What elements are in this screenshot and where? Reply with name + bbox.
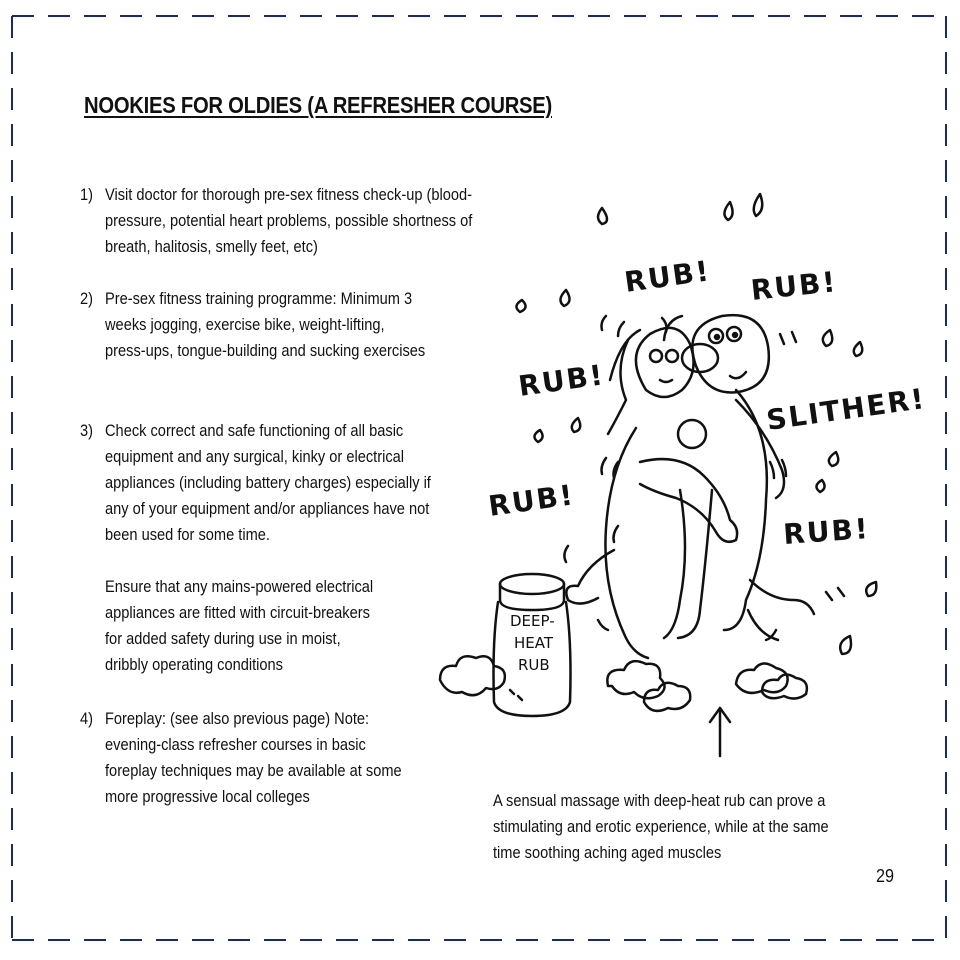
sfx-rub: RUB! <box>749 265 839 307</box>
sfx-rub: RUB! <box>516 358 607 403</box>
sfx-rub: RUB! <box>486 478 577 523</box>
massage-cartoon <box>430 190 928 770</box>
step-number: 4) <box>80 709 94 728</box>
step-text: Visit doctor for thorough pre-sex fitness check-up (blood-pressure, potential heart problems, possible shortness of breath, halitosis, smelly feet, etc) <box>105 185 473 256</box>
step-number: 3) <box>80 421 94 440</box>
man-figure <box>678 315 814 640</box>
jar-label-line: HEAT <box>514 634 554 652</box>
jar-label <box>510 612 555 674</box>
arrow-up-icon <box>710 708 730 756</box>
jar-label-line: RUB <box>518 656 550 674</box>
jar-label-line: DEEP- <box>510 612 555 630</box>
step-text: Foreplay: (see also previous page) Note: evening-class refresher courses in basic foreplay techniques may be available at some more progressive local colleges <box>105 709 402 806</box>
illustration-caption: A sensual massage with deep-heat rub can prove a stimulating and erotic experience, while at the same time soothing aching aged muscles <box>493 791 829 862</box>
motion-marks <box>564 316 844 640</box>
sfx-slither: SLITHER! <box>764 381 928 437</box>
step-text: Pre-sex fitness training programme: Minimum 3 weeks jogging, exercise bike, weight-lifting, press-ups, tongue-building and sucking exercises <box>105 289 426 360</box>
step-3-note <box>80 574 420 678</box>
page-number: 29 <box>876 866 895 886</box>
sound-effects <box>486 254 927 551</box>
sfx-rub: RUB! <box>622 254 713 299</box>
step-4 <box>80 706 450 810</box>
sfx-rub: RUB! <box>782 512 871 551</box>
step-note-text: Ensure that any mains-powered electrical appliances are fitted with circuit-breakers for added safety during use in moist, dribbly operating conditions <box>105 577 374 674</box>
step-2 <box>80 286 480 364</box>
page-title: NOOKIES FOR OLDIES (A REFRESHER COURSE) <box>84 92 553 118</box>
step-number: 2) <box>80 289 94 308</box>
step-number: 1) <box>80 185 94 204</box>
step-text: Check correct and safe functioning of all basic equipment and any surgical, kinky or electrical appliances (including battery charges) especially if any of your equipment and/or appliances have not been used for some time. <box>105 421 431 544</box>
